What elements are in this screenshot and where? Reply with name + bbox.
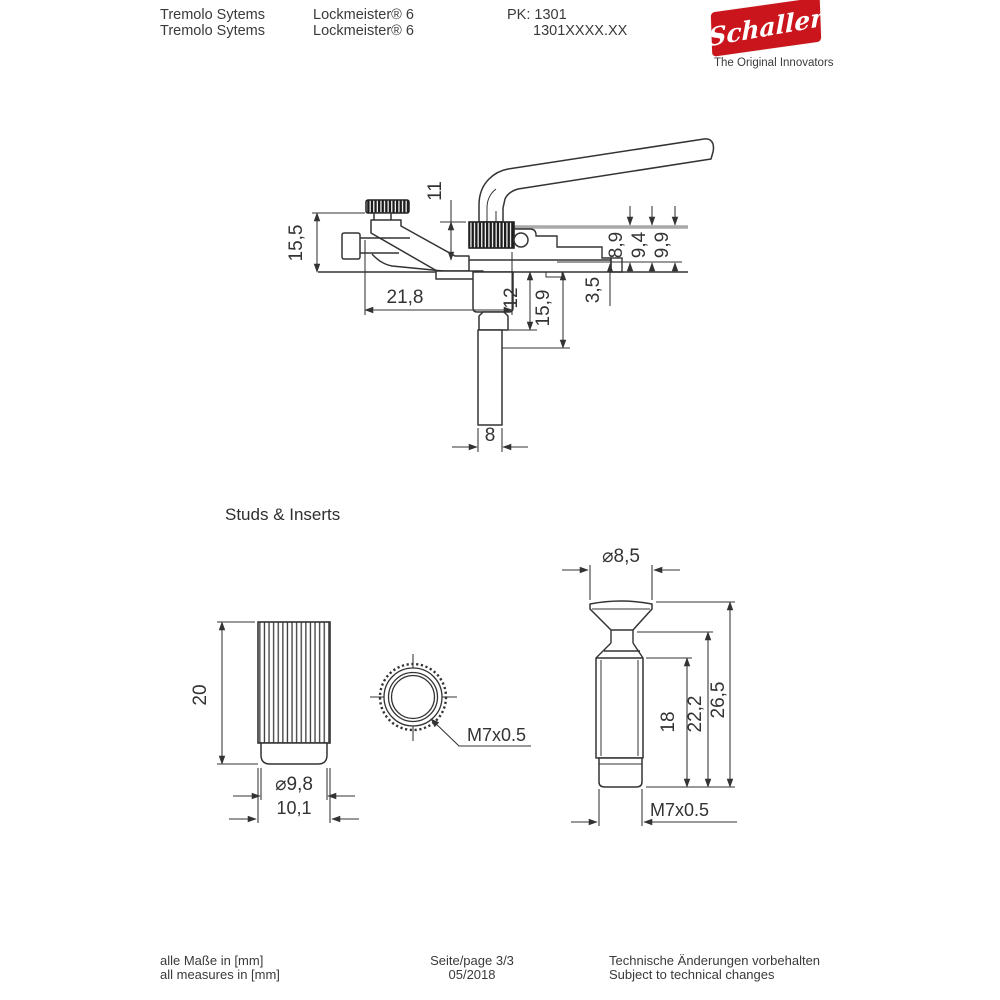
body-circle [384,668,442,726]
insert-side-view [190,622,359,823]
tuner-screw-end [342,233,360,259]
footer-changes-en: Subject to technical changes [609,967,775,982]
dim-label-20: 20 [190,684,211,706]
pivot-pin [514,233,528,247]
schaller-logo-tagline: The Original Innovators [714,57,834,69]
insert-bottom-band [261,743,327,764]
dim-label-9-4: 9,4 [629,231,650,259]
neck-flare [596,643,643,658]
stud-collar [479,312,508,330]
dim-label-11: 11 [425,181,446,201]
footer-measures-de: alle Maße in [mm] [160,953,264,968]
dim-label-22-2: 22,2 [685,695,706,733]
stud-side-view [562,546,737,826]
dim-label-10-1: 10,1 [276,798,312,818]
dim-label-dia-8-5: ⌀8,5 [602,546,640,567]
insert-knurled-body [258,622,330,743]
arm-lock-collar [469,222,514,248]
footer-measures-en: all measures in [mm] [160,967,280,982]
header-product-line-2: Tremolo Sytems [160,23,266,39]
stud-tip [599,758,642,787]
header-pk-number: PK: 1301 [507,7,567,23]
tremolo-side-view [286,139,714,452]
dim-label-18: 18 [658,711,679,733]
insert-top-view [370,654,531,746]
dim-label-3-5: 3,5 [583,276,604,304]
dim-label-15-9: 15,9 [533,289,554,327]
header-model-2: Lockmeister® 6 [313,23,414,39]
fine-tuner-lever [371,220,469,271]
fine-tuner-knob [366,200,409,213]
tremolo-arm [479,139,714,222]
dim-label-9-9: 9,9 [652,231,673,259]
thread-label-stud: M7x0.5 [650,800,710,820]
saddle-steps [514,229,611,271]
footer-date: 05/2018 [448,967,496,982]
schaller-logo-brand: Schaller [708,2,824,52]
header-article-number: 1301XXXX.XX [533,23,628,39]
header-model-1: Lockmeister® 6 [313,7,414,23]
dim-label-15-5: 15,5 [286,224,307,262]
dim-label-12: 12 [501,287,522,309]
dim-label-26-5: 26,5 [708,681,729,719]
thread-label-insert: M7x0.5 [467,725,527,745]
stud-head [590,601,652,630]
dim-label-8: 8 [484,425,496,446]
stud-body [596,658,643,758]
stud-shaft [478,330,502,425]
studs-inserts-heading: Studs & Inserts [225,505,341,524]
dim-label-21-8: 21,8 [386,287,424,308]
header-product-line-1: Tremolo Sytems [160,7,266,23]
plate-end-tab [611,258,622,272]
dim-label-dia-9-8: ⌀9,8 [275,774,313,795]
footer-page-number: Seite/page 3/3 [430,953,514,968]
footer-changes-de: Technische Änderungen vorbehalten [609,953,821,968]
dim-label-8-9: 8,9 [606,231,627,259]
plate-notch [546,272,562,277]
